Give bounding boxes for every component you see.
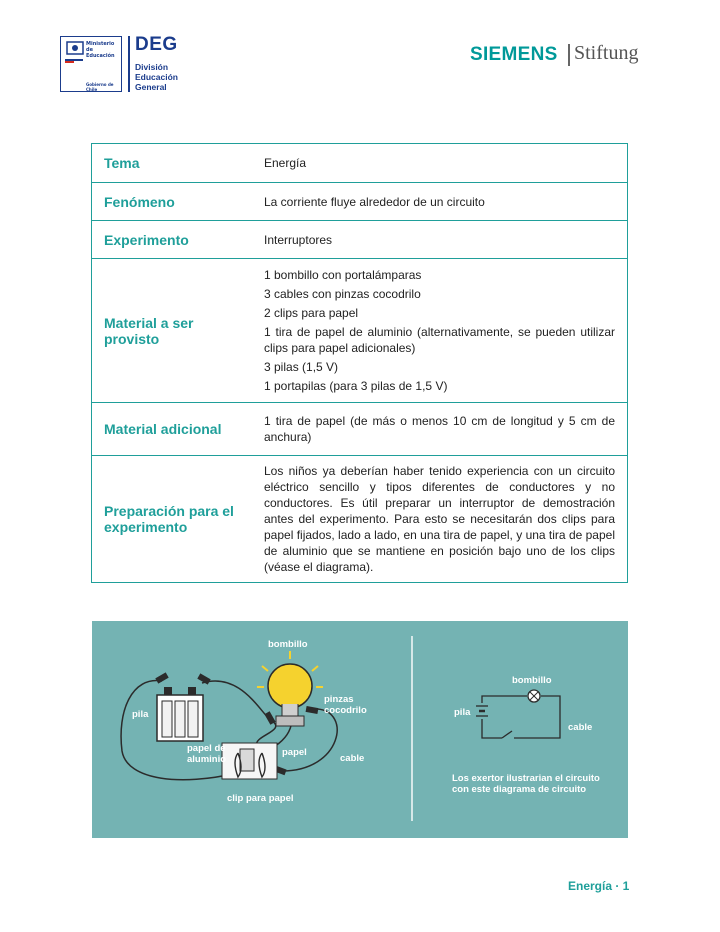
circuit-illustration: [92, 621, 628, 838]
row-value: Los niños ya deberían haber tenido experiencia con un circuito eléctrico sencillo y tipos diferentes de conductores y no conductores. Es útil preparar un interruptor de demostración antes del experimento. Para esto se necesitarán dos clips para papel fijados, lado a lado, en una tira de papel, y una tira de papel de aluminio que se mantiene en posición bajo uno de los clips (véase el diagrama).: [264, 464, 615, 574]
row-value-list: [252, 259, 627, 402]
table-row: [92, 403, 627, 456]
government-label: Gobierno de Chile: [86, 82, 114, 92]
list-item: 1 portapilas (para 3 pilas de 1,5 V): [264, 379, 448, 393]
list-item: 3 pilas (1,5 V): [264, 360, 339, 374]
experiment-info-table: [91, 143, 628, 583]
label-cable-diagram: cable: [568, 722, 593, 733]
row-value: La corriente fluye alrededor de un circuito: [264, 194, 485, 209]
label-papel: papel: [282, 747, 307, 758]
row-key: Experimento: [104, 231, 189, 248]
label-papel-aluminio: papel de aluminio: [187, 743, 227, 765]
label-cable: cable: [340, 753, 365, 764]
list-item: 1 tira de papel de aluminio (alternativamente, se pueden utilizar clips para papel adicionales): [264, 325, 615, 355]
stiftung-logo: Stiftung: [574, 42, 639, 64]
battery-symbol-icon: [476, 706, 488, 716]
row-key: Fenómeno: [104, 193, 175, 210]
deg-title: DEG: [135, 34, 178, 55]
row-key: Preparación para el experimento: [104, 503, 234, 535]
label-pila-diagram: pila: [454, 707, 471, 718]
logo-separator: [568, 44, 570, 66]
table-row: [92, 221, 627, 259]
label-bombillo: bombillo: [268, 639, 308, 650]
label-clip: clip para papel: [227, 793, 294, 804]
label-pinzas: pinzas cocodrilo: [324, 694, 367, 716]
table-row: [92, 259, 627, 403]
page-footer: Energía · 1: [568, 879, 630, 893]
table-row: [92, 144, 627, 183]
list-item: 1 bombillo con portalámparas: [264, 268, 422, 282]
row-value: 1 tira de papel (de más o menos 10 cm de longitud y 5 cm de anchura): [264, 414, 615, 444]
label-pila: pila: [132, 709, 149, 720]
ministry-name: Ministerio de Educación: [86, 41, 115, 59]
battery-holder-icon: [157, 687, 203, 741]
list-item: 2 clips para papel: [264, 306, 359, 320]
chile-shield-icon: [65, 40, 85, 56]
row-key: Material adicional: [104, 421, 222, 437]
circuit-figure: [92, 621, 628, 838]
mineduc-logo: [60, 36, 122, 92]
deg-divider: [128, 36, 130, 92]
deg-subtitle: División Educación General: [135, 62, 178, 92]
siemens-logo: SIEMENS: [470, 44, 558, 65]
table-row: [92, 183, 627, 221]
circuit-schematic: [482, 696, 560, 738]
table-row: [92, 456, 627, 582]
label-bombillo-diagram: bombillo: [512, 675, 552, 686]
bulb-symbol-icon: [528, 690, 540, 702]
list-item: 3 cables con pinzas cocodrilo: [264, 287, 421, 301]
row-value: Energía: [264, 156, 307, 170]
row-key: Tema: [104, 155, 140, 171]
row-value: Interruptores: [264, 232, 333, 247]
figure-caption: Los exertor ilustrarian el circuito con este diagrama de circuito: [452, 773, 600, 795]
row-key: Material a ser provisto: [104, 314, 194, 347]
